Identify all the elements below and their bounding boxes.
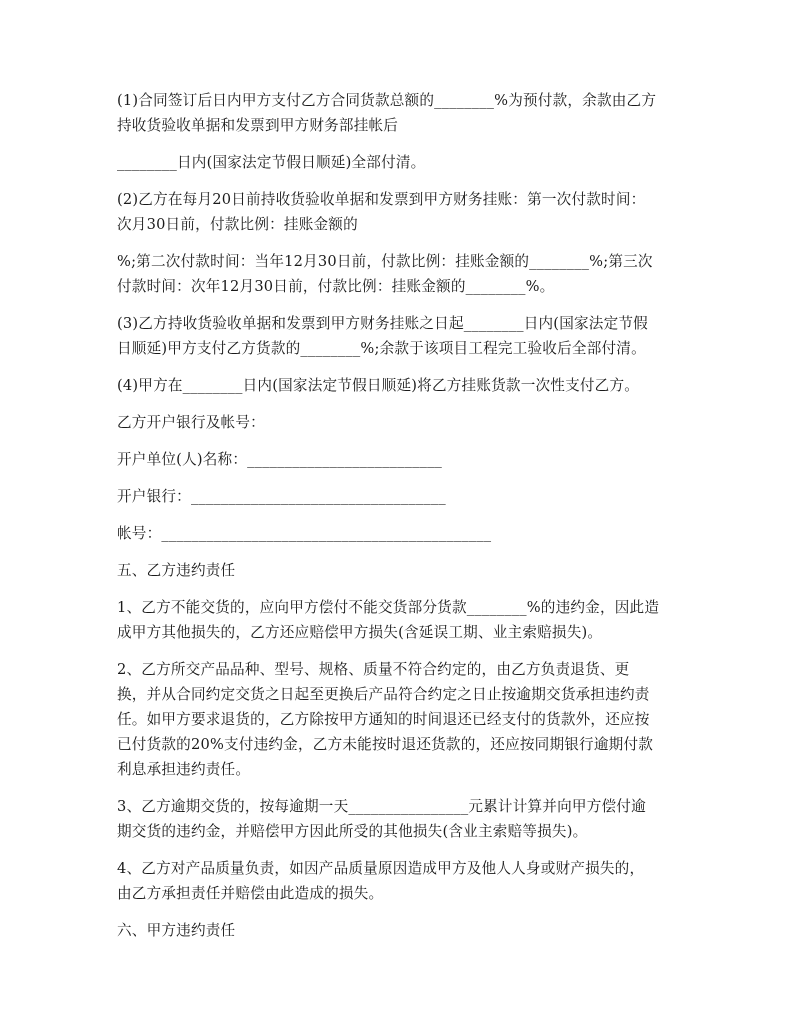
text-line: 由乙方承担责任并赔偿由此造成的损失。	[117, 885, 384, 902]
text-line: 乙方开户银行及帐号：	[117, 414, 265, 431]
text-line: 期交货的违约金，并赔偿甲方因此所受的其他损失(含业主索赔等损失)。	[117, 823, 588, 840]
text-line: 利息承担违约责任。	[117, 761, 251, 778]
section-heading-5	[117, 558, 682, 583]
text-line: 1、乙方不能交货的，应向甲方偿付不能交货部分货款________%的违约金，因此造	[117, 599, 660, 616]
text-line: 六、甲方违约责任	[117, 922, 236, 939]
clause-payment-1	[117, 88, 682, 138]
bank-info-heading	[117, 410, 682, 435]
clause-breach-2	[117, 657, 682, 782]
text-line: (1)合同签订后日内甲方支付乙方合同货款总额的________%为预付款，余款由乙方	[117, 92, 657, 109]
clause-payment-2-cont	[117, 249, 682, 299]
text-line: (3)乙方持收货验收单据和发票到甲方财务挂账之日起________日内(国家法定节假	[117, 315, 648, 332]
text-line: 持收货验收单据和发票到甲方财务部挂帐后	[117, 117, 399, 134]
account-holder-field	[117, 447, 682, 472]
clause-breach-3	[117, 794, 682, 844]
clause-breach-1	[117, 595, 682, 645]
text-line: 任。如甲方要求退货的，乙方除按甲方通知的时间退还已经支付的货款外，还应按	[117, 711, 650, 728]
clause-payment-3	[117, 311, 682, 361]
text-line: 日顺延)甲方支付乙方货款的________%;余款于该项目工程完工验收后全部付清。	[117, 340, 646, 357]
text-line: (2)乙方在每月20日前持收货验收单据和发票到甲方财务挂账：第一次付款时间：	[117, 191, 646, 208]
bank-name-field	[117, 484, 682, 509]
account-number-field	[117, 521, 682, 546]
text-line: ________日内(国家法定节假日顺延)全部付清。	[117, 154, 426, 171]
text-line: 2、乙方所交产品品种、型号、规格、质量不符合约定的，由乙方负责退货、更	[117, 661, 630, 678]
text-line: 付款时间：次年12月30日前，付款比例：挂账金额的________%。	[117, 278, 555, 295]
text-line: 开户银行：__________________________________	[117, 488, 446, 505]
document-page	[117, 88, 682, 955]
text-line: 开户单位(人)名称：__________________________	[117, 451, 443, 468]
text-line: 3、乙方逾期交货的，按每逾期一天________________元累计计算并向甲方偿付逾	[117, 798, 646, 815]
text-line: (4)甲方在________日内(国家法定节假日顺延)将乙方挂账货款一次性支付乙方。	[117, 377, 640, 394]
text-line: 五、乙方违约责任	[117, 562, 236, 579]
text-line: 换，并从合同约定交货之日起至更换后产品符合约定之日止按逾期交货承担违约责	[117, 686, 650, 703]
text-line: 4、乙方对产品质量负责，如因产品质量原因造成甲方及他人人身或财产损失的，	[117, 860, 645, 877]
section-heading-6	[117, 918, 682, 943]
text-line: %;第二次付款时间：当年12月30日前，付款比例：挂账金额的________%;第三次	[117, 253, 653, 270]
clause-payment-1-cont	[117, 150, 682, 175]
clause-breach-4	[117, 856, 682, 906]
clause-payment-2	[117, 187, 682, 237]
text-line: 已付货款的20%支付违约金，乙方未能按时退还货款的，还应按同期银行逾期付款	[117, 736, 654, 753]
text-line: 帐号：____________________________________________	[117, 525, 492, 542]
text-line: 次月30日前，付款比例：挂账金额的	[117, 216, 358, 233]
clause-payment-4	[117, 373, 682, 398]
text-line: 成甲方其他损失的，乙方还应赔偿甲方损失(含延误工期、业主索赔损失)。	[117, 624, 603, 641]
